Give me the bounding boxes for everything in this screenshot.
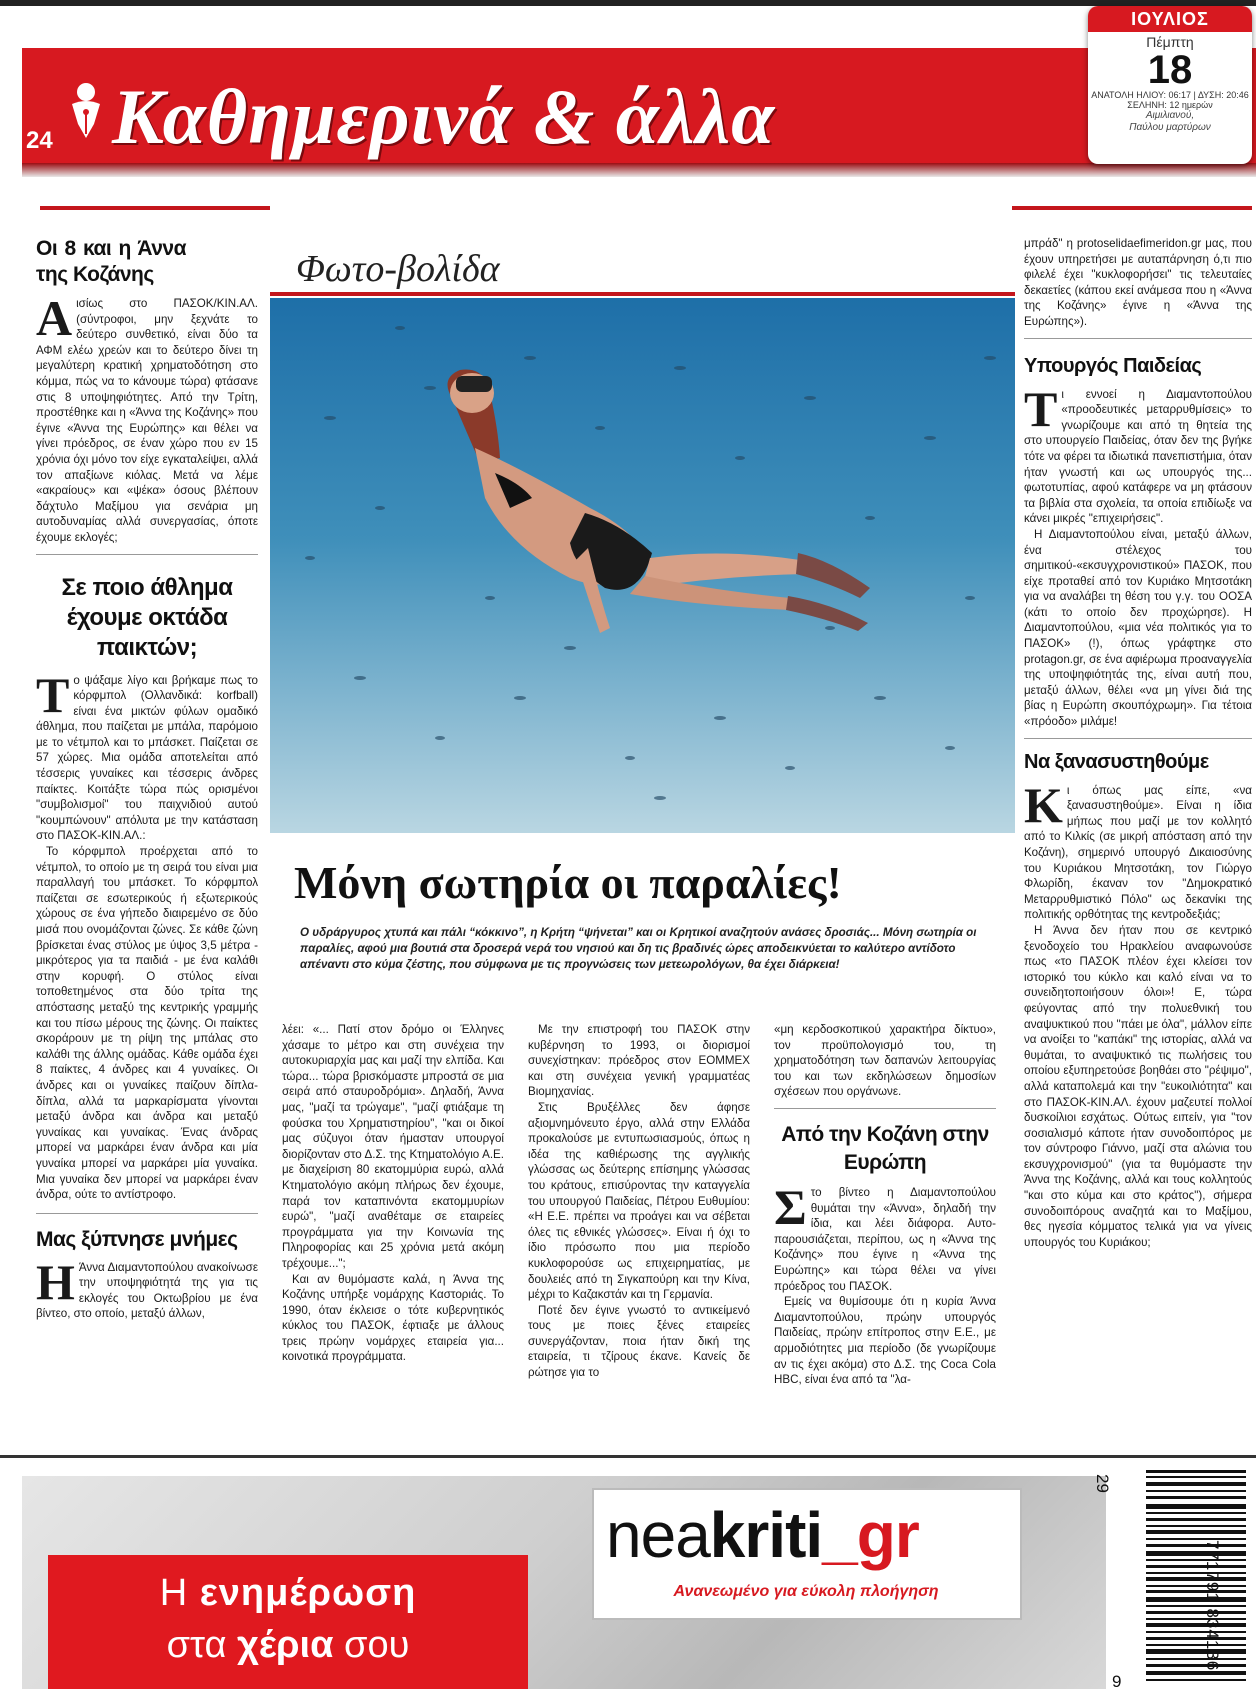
ad-word: στα bbox=[166, 1624, 238, 1666]
paragraph-text: ι εννοεί η Διαμαντοπούλου «προοδευτικές μεταρρυθμίσεις» το γνωρίζουμε και από τη θητεία της στο υπουργείο Παιδείας, όταν δεν της βγήκε τότε να φέρει τα ιδιωτικά πανεπιστήμια, όταν ήταν γνωστή και ως υπουργός της... φωτοτυπίας, αφού κατάφερε να μη φτάσουν τα βιβλία στα σχολεία, τα οποία επιδίωξε να κάνει μικρές "επιχειρήσεις". bbox=[1024, 387, 1252, 526]
page-number: 24 bbox=[26, 127, 53, 154]
section-title: Καθημερινά & άλλα bbox=[112, 73, 776, 160]
drop-cap: Σ bbox=[774, 1178, 807, 1235]
drop-cap: Η bbox=[36, 1253, 75, 1310]
drop-cap: Τ bbox=[1024, 380, 1058, 437]
saints-line-2: Παύλου μαρτύρων bbox=[1129, 122, 1211, 133]
ad-slogan-line-1 bbox=[48, 1572, 528, 1615]
issue-number: 29 bbox=[1093, 1474, 1112, 1493]
calendar-month: ΙΟΥΛΙΟΣ bbox=[1088, 6, 1252, 32]
paragraph bbox=[774, 1178, 996, 1294]
paragraph: Η Διαμαντοπούλου είναι, μεταξύ άλλων, ένα στέλεχος του σημιτικού-«εκσυγχρονιστικού» ΠΑΣΟΚ, που είχε προταθεί από τον Κυριάκο Μητσοτάκη για να αναλάβει τη θέση του γ.γ. του ΟΟΣΑ (κάτι το οποίο δεν προχώρησε). Η Διαμαντοπούλου, «μια νέα πολιτικός για το ΠΑΣΟΚ» (!), όπως γράφτηκε στο protagon.gr, σε ένα αφιέρωμα προαναγγελία της υποψηφιότητάς της, είναι αυτή που, μεταξύ άλλων, θέλει «να μη γίνει διά της βίας η Ευρώπη σκουπόχρωμη». Για τέτοια «πρόοδο» μιλάμε! bbox=[1024, 527, 1252, 729]
ad-slogan-line-2 bbox=[48, 1624, 528, 1667]
main-headline: Μόνη σωτηρία οι παραλίες! bbox=[294, 857, 842, 908]
paragraph: «μη κερδοσκοπικού χαρακτήρα δίκτυο», τον προϋπολογισμό του, τη χρηματοδότηση των δαπανών λειτουργίας του και των εκδηλώσεων δημοσίων σχέσεων που οργάνωνε. bbox=[774, 1023, 996, 1099]
column-2 bbox=[282, 1022, 504, 1365]
banner-shadow bbox=[22, 163, 1256, 177]
neakriti-logo bbox=[606, 1498, 919, 1572]
paragraph bbox=[1024, 776, 1252, 923]
paragraph: μπράδ" η protoselidaefimeridon.gr μας, που έχουν υπηρετήσει με αυταπάρνηση ό,τι πιο φιλελέ έχει "κυκλοφορήσει" τις τελευταίες δεκαετίες (κάπου εκεί ανάμεσα που η «Άννα της Κοζάνης» έγινε η «Άννα της Ευρώπης»). bbox=[1024, 237, 1252, 328]
photo-caption: Ο υδράργυρος χτυπά και πάλι “κόκκινο”, η Κρήτη “ψήνεται” και οι Κρητικοί αναζητούν ανάσες δροσιάς... Μόνη σωτηρία οι παραλίες, αφού μια βουτιά στα δροσερά νερά του νησιού και δη τις βραδινές ώρες αποδεικνύεται το καλύτερο αντίδοτο απέναντι στο κύμα ζέστης, που σύμφωνα με τις προγνώσεις των μετεωρολόγων, θα έχει διάρκεια! bbox=[300, 926, 977, 971]
saints-of-day bbox=[1088, 110, 1252, 134]
headline-korfball: Σε ποιο άθλημα έχουμε οκτάδα παικτών; bbox=[61, 573, 233, 661]
date-calendar bbox=[1088, 6, 1252, 164]
photo-illustration bbox=[270, 298, 1015, 833]
column-rule-left bbox=[40, 206, 270, 210]
photo-rule bbox=[270, 292, 1015, 296]
barcode bbox=[1116, 1462, 1256, 1689]
column-3 bbox=[528, 1022, 750, 1381]
barcode-bars bbox=[1116, 1462, 1256, 1689]
paragraph: Και αν θυμόμαστε καλά, η Άννα της Κοζάνης υπήρξε νομάρχης Καστοριάς. Το 1990, όταν έκλεισε ο τότε κυβερνητικός κύκλος του ΠΑΣΟΚ, έφτιαξε με άλλους τρεις πρώην νομάρχες εταιρεία για... κοινοτικά προγράμματα. bbox=[282, 1272, 504, 1364]
barcode-digits: 771791 834136 bbox=[1203, 1540, 1222, 1672]
divider bbox=[36, 554, 258, 555]
column-1 bbox=[36, 236, 258, 1322]
ad-tagline: Ανανεωμένο για εύκολη πλοήγηση bbox=[673, 1583, 939, 1600]
divider bbox=[1024, 738, 1252, 739]
column-5 bbox=[1024, 236, 1252, 1250]
paragraph bbox=[36, 290, 258, 546]
photo-section-label: Φωτο-βολίδα bbox=[296, 248, 500, 290]
headline-reintroduce: Να ξανασυστηθούμε bbox=[1024, 750, 1209, 773]
paragraph: Η Άννα δεν ήταν που σε κεντρικό ξενοδοχείο του Ηρακλείου αναφωνούσε πως «το ΠΑΣΟΚ πλέον έχει κλείσει τον ιστορικό του κύκλο και καλό είναι να το συνειδητοποιήσουν όλοι»! Ε, τώρα φεύγοντας από την πολυεθνική του αναψυκτικού που "πάει με όλα", μάλλον είπε να ανοίξει το "καπάκι" της ιστορίας, αλλά να θυμάται, το αναψυκτικό τις πωλήσεις του οποίου εξυπηρετούσε βοηθάει στο "ρέψιμο", αλλά καταπολεμά και την "ευκοιλιότητα" και στο ΠΑΣΟΚ-ΚΙΝ.ΑΛ. έχουν μαζευτεί πολλοί δυσκοίλιοι εσχάτως. Ούτως ειπείν, για "τον σοσιαλισμό κάποτε ήταν συνοδοιπόρος με τον σύντροφο Γιάννο, μαζί στα αλώνια του εκσυγχρονισμού" (για τα θυμόμαστε την Άννα της Κοζάνης, αλλά και τους κολλητούς "και στο κύμα και στο κράτος"), σήμερα συνοδοιπόρους αναζητά και το Μαξίμου, θες ηγεσία κόμματος τελικά για να γίνεις υπουργός του Κυριάκου; bbox=[1024, 923, 1252, 1249]
paragraph: Εμείς να θυμίσουμε ότι η κυρία Άννα Διαμαντοπούλου, πρώην υπουργός Παιδείας, πρώην επίτροπος στην Ε.Ε., με αρμοδιότητες μια περίοδο (δε γνωρίζουμε αν τις έχει ακόμα) στο Δ.Σ. της Coca Cola HBC, είναι ένα από τα "λα- bbox=[774, 1295, 996, 1387]
underwater-swimmer-photo bbox=[270, 298, 1015, 833]
paragraph: λέει: «... Πατί στον δρόμο οι Έλληνες χάσαμε το μέτρο και στη συνέχεια την αυτοκυριαρχία μας και μαζί την ελπίδα. Και τώρα... τώρα βρισκόμαστε μπροστά σε μια σειρά από σταυροδρόμια». Δηλαδή, Άννα μας, "μαζί τα τρώγαμε", "μαζί φτιάξαμε τη φούσκα του Χρηματιστηρίου", "και οι δικοί μας σύζυγοι όταν ήμασταν υπουργοί διορίζονταν στο Δ.Σ. της Κτηματολόγιο Α.Ε. με διαχείριση 80 εκατομμύρια ευρώ, αλλά Κτηματολόγιο ακόμη πλήρως δεν έχουμε, παρά τον καταπινόντα εκατομμυρίων ευρώ", "μαζί αναθέταμε σε εταιρείες προγράμματα για την Κοινωνία της Πληροφορίας και 25 χρόνια μετά ακόμη τρέχουμε..."; bbox=[282, 1023, 504, 1270]
ad-word: χέρια bbox=[237, 1624, 334, 1666]
ad-word: σου bbox=[333, 1624, 410, 1666]
divider bbox=[1024, 338, 1252, 339]
moon-phase: ΣΕΛΗΝΗ: 12 ημερών bbox=[1127, 100, 1213, 110]
drop-cap: Α bbox=[36, 290, 73, 346]
top-rule bbox=[0, 0, 1256, 6]
headline-education-minister: Υπουργός Παιδείας bbox=[1024, 354, 1202, 377]
ad-word: Η bbox=[159, 1572, 200, 1614]
drop-cap: Τ bbox=[36, 666, 70, 723]
column-rule-right bbox=[1012, 206, 1252, 210]
ad-divider bbox=[0, 1455, 1256, 1458]
paragraph bbox=[1024, 380, 1252, 527]
sunrise-sunset: ΑΝΑΤΟΛΗ ΗΛΙΟΥ: 06:17 | ΔΥΣΗ: 20:46 bbox=[1091, 90, 1249, 100]
paragraph bbox=[36, 666, 258, 845]
divider bbox=[36, 1213, 258, 1214]
pen-nib-logo-icon bbox=[64, 80, 108, 140]
calendar-date: 18 bbox=[1147, 48, 1193, 92]
paragraph: Το κόρφμπολ προέρχεται από το νέτμπολ, το οποίο με τη σειρά του είναι μια παραλλαγή του μπάσκετ. Το κόρφμπολ παίζεται σε εσωτερικούς ή εξωτερικούς χώρους σε ένα γήπεδο διαιρεμένο σε δύο μισά που ονομάζονται ζώνες. Σε κάθε ζώνη βρίσκεται ένας στύλος με ύψος 3,5 μέτρα - μικρότερος για τα παιδιά - με ένα καλάθι στην κορυφή. Ο στύλος είναι τοποθετημένος στα δύο τρίτα της απόστασης μεταξύ της κεντρικής γραμμής και του πίσω μέρους της ζώνης. Οι παίκτες σκοράρουν με τη ρίψη της μπάλας στο καλάθι της άλλης ομάδας. Κάθε ομάδα έχει 8 παίκτες, 4 άνδρες και 4 γυναίκες. Οι άνδρες και οι γυναίκες παίζουν δίπλα-δίπλα, αλλά τα μαρκαρίσματα γίνονται μεταξύ άνδρα και άνδρα και μεταξύ γυναίκας και γυναίκας. Ένας άνδρας μπορεί να μαρκάρει έναν άνδρα και μία γυναίκα μπορεί να μαρκάρει μία γυναίκα. Μια γυναίκα δεν μπορεί να μαρκάρει έναν άνδρα, ούτε το αντίστροφο. bbox=[36, 845, 258, 1202]
headline-kozani-europe: Από την Κοζάνη στην Ευρώπη bbox=[781, 1122, 989, 1174]
ad-word: ενημέρωση bbox=[199, 1572, 417, 1614]
logo-part: _gr bbox=[822, 1499, 919, 1571]
paragraph bbox=[36, 1253, 258, 1322]
paragraph-text: ο ψάξαμε λίγο και βρήκαμε πως το κόρφμπολ (Ολλανδικά: korfball) είναι ένα μικτών φύλων ομαδικό άθλημα, που παίζεται με μπάλα, παρόμοιο με το νέτμπολ και το μπάσκετ. Παίζεται σε 57 χώρες. Μια ομάδα αποτελείται από τέσσερις γυναίκες και τέσσερις άνδρες παίκτες. Κοιτάξτε τώρα πώς ορισμένοι "συμβολισμοί" του παιχνιδιού αυτού "κουμπώνουν" απόλυτα με την κατάσταση στο ΠΑΣΟΚ-ΚΙΝ.ΑΛ.: bbox=[36, 673, 258, 843]
logo-part: kriti bbox=[709, 1499, 823, 1571]
barcode-leading-digit: 9 bbox=[1112, 1672, 1122, 1691]
headline-anna-kozanis: Οι 8 και η Άννα της Κοζάνης bbox=[36, 237, 186, 286]
paragraph-text: Άννα Διαμαντοπούλου ανακοίνωσε την υποψηφιότητά της για τις εκλογές του Οκτωβρίου με ένα βίντεο, στο οποίο, μεταξύ άλλων, bbox=[36, 1260, 258, 1321]
paragraph-text: ισίως στο ΠΑΣΟΚ/ΚΙΝ.ΑΛ. (σύντροφοι, μην ξεχνάτε το δεύτερο συνθετικό, είναι δύο τα ΑΦΜ ελέω χρεών και το δεύτερο δίνει τη μεγαλύτερη κρατική χρηματοδότηση στο κόμμα, πώς να το κάνουμε τώρα) φτάσανε στις 8 υποψηφιότητες. Από την Τρίτη, προστέθηκε και η «Άννα της Κοζάνης» που έγινε «Άννα της Ευρώπης» και θέλει να γίνει πρόεδρος, σε έναν χώρο που εν 15 χρόνια όχι μόνο τον είχε εγκαταλείψει, αλλά τον απαξίωνε κιόλας. Μετά να λέμε «ακραίους» και «ψέκα» όσους βλέπουν δάχτυλο Μαξίμου για σενάρια μη αυτοδυναμίας αλλά συνεργασίας, όποτε έχουμε εκλογές; bbox=[36, 297, 258, 544]
logo-part: nea bbox=[606, 1499, 710, 1571]
paragraph: Στις Βρυξέλλες δεν άφησε αξιομνημόνευτο έργο, αλλά στην Ελλάδα προκαλούσε με εντυπωσιασμούς, όπως η ιδέα της καθιέρωσης της αγγλικής γλώσσας ως δεύτερης επίσημης γλώσσας του κράτους, επισύροντας την καταγγελία του υπουργού Παιδείας, Πέτρου Ευθυμίου: «Η Ε.Ε. πρέπει να προάγει και να σέβεται όλες τις εθνικές γλώσσες». Είναι ή όχι το ίδιο πρόσωπο που μια περίοδο κυκλοφορούσε ως επιχειρηματίας, με δουλειές από τη Σιγκαπούρη και την Κίνα, μέχρι το Καζακστάν και τη Γερμανία. bbox=[528, 1100, 750, 1302]
paragraph-text: το βίντεο η Διαμαντοπούλου θυμάται την «Άννα», δηλαδή την ίδια, και λέει διάφορα. Αυτο-παρουσιάζεται, περίπου, ως η «Άννα της Κοζάνης» που έγινε η «Άννα της Ευρώπης» και τώρα θέλει να γίνει πρόεδρος του ΠΑΣΟΚ. bbox=[774, 1185, 996, 1293]
saints-line-1: Αιμιλιανού, bbox=[1145, 110, 1195, 121]
divider bbox=[774, 1108, 996, 1109]
calendar-weekday: Πέμπτη bbox=[1146, 34, 1194, 50]
column-4 bbox=[774, 1022, 996, 1388]
headline-memories: Μας ξύπνησε μνήμες bbox=[36, 1227, 238, 1251]
paragraph-text: ι όπως μας είπε, «να ξανασυστηθούμε». Είναι η ίδια μήπως που μαζί με τον κολλητό από το Κιλκίς (σε μικρή απόσταση από την Κοζάνη), σημερινό υπουργό Δικαιοσύνης του Κυριάκου Μητσοτάκη, τον Γιώργο Φλωρίδη, έκαναν τον "Δημοκρατικό Μεταρρυθμιστικό Πόλο" ως δεκανίκι της πολιτικής ορθότητας της κεντροδεξιάς; bbox=[1024, 783, 1252, 922]
drop-cap: Κ bbox=[1024, 776, 1063, 833]
paragraph: Με την επιστροφή του ΠΑΣΟΚ στην κυβέρνηση το 1993, οι διορισμοί συνεχίστηκαν: πρόεδρος στον ΕΟΜΜΕΧ και στη συνέχεια γενική γραμματέας Βιομηχανίας. bbox=[528, 1023, 750, 1099]
paragraph: Ποτέ δεν έγινε γνωστό το αντικείμενό τους με ποιες ξένες εταιρείες συνεργάζονταν, ποια ήταν δική της εταιρεία, τι τζίρους έκανε. Κανείς δε ρώτησε για το bbox=[528, 1303, 750, 1380]
